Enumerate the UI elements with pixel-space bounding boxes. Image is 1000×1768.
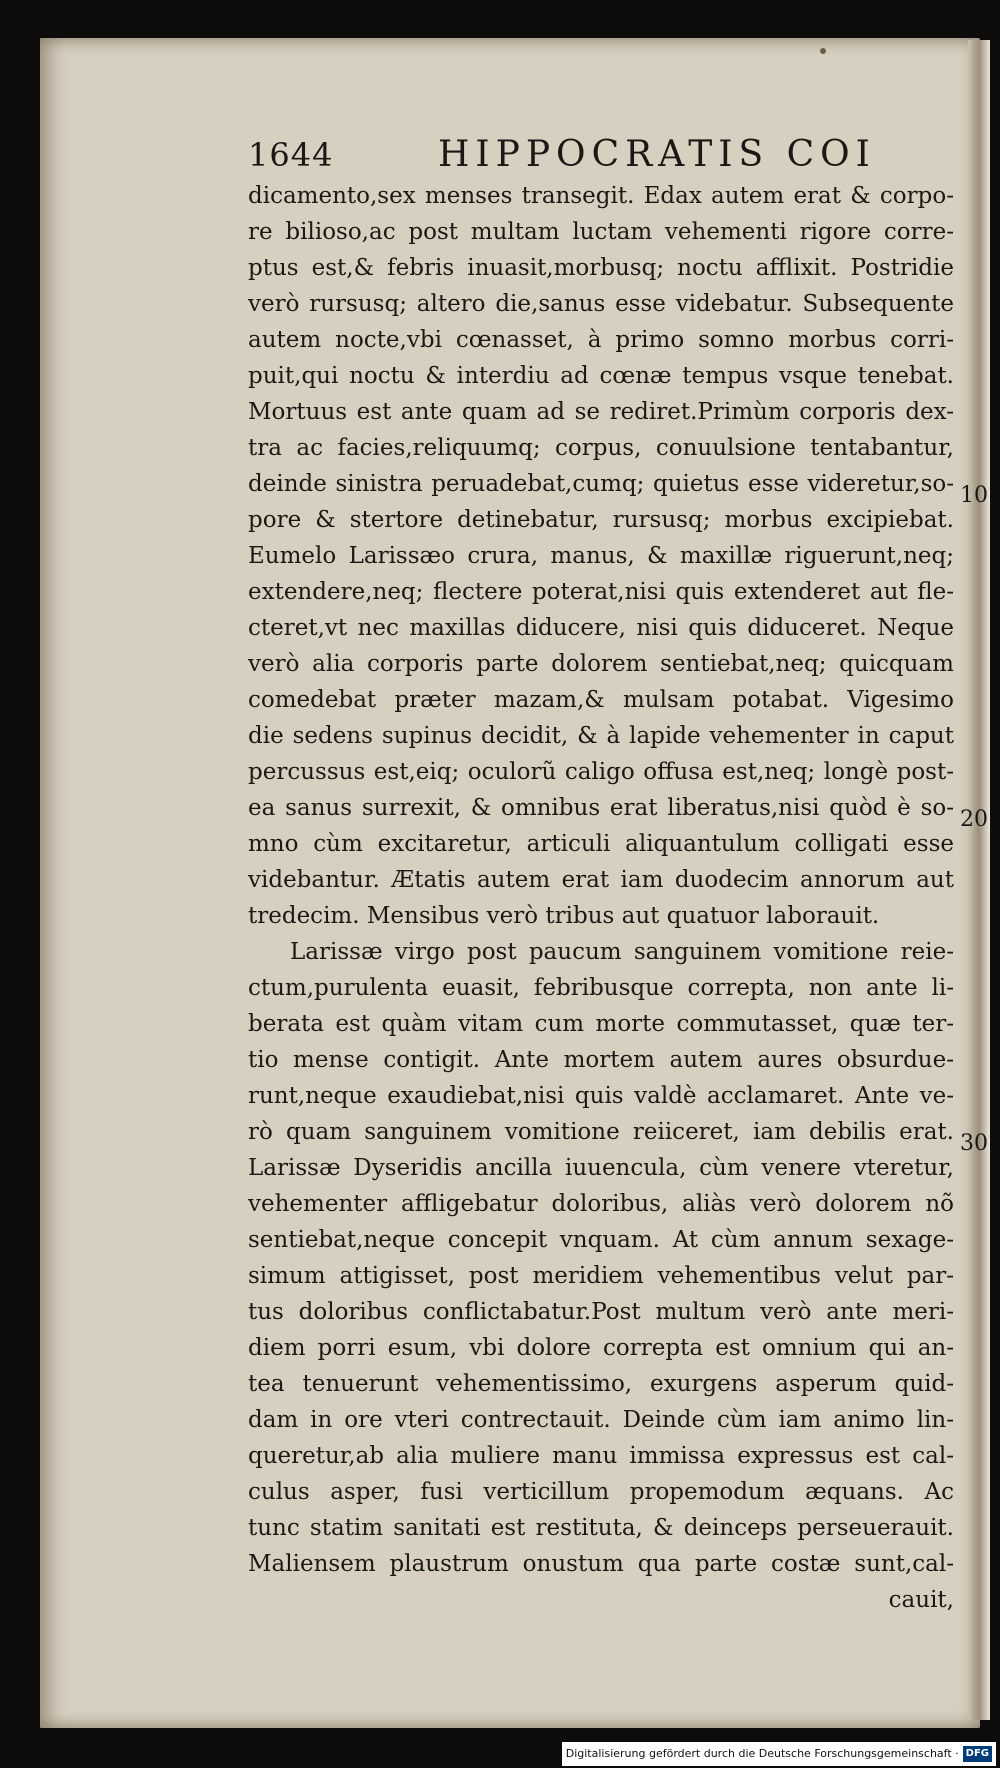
text-line: ptus est,& febris inuasit,morbusq; noctu afflixit. Postridie <box>248 255 954 281</box>
text-line: tus doloribus conflictabatur.Post multum verò ante meri- <box>248 1299 954 1325</box>
page-right-edge <box>968 40 990 1720</box>
footer-credit: Digitalisierung gefördert durch die Deutsche Forschungsgemeinschaft · <box>565 1747 959 1760</box>
text-line: diem porri esum, vbi dolore correpta est omnium qui an- <box>248 1335 954 1361</box>
text-line: re bilioso,ac post multam luctam vehementi rigore corre- <box>248 219 954 245</box>
text-line: puit,qui noctu & interdiu ad cœnæ tempus vsque tenebat. <box>248 363 954 389</box>
text-line: extendere,neq; flectere poterat,nisi quis extenderet aut fle- <box>248 579 954 605</box>
text-line: rò quam sanguinem vomitione reiiceret, iam debilis erat. <box>248 1119 954 1145</box>
digitization-footer <box>562 1742 996 1766</box>
margin-line-number: 30 <box>960 1131 988 1156</box>
text-line: autem nocte,vbi cœnasset, à primo somno morbus corri- <box>248 327 954 353</box>
text-line: tea tenuerunt vehementissimo, exurgens asperum quid- <box>248 1371 954 1397</box>
text-line: Maliensem plaustrum onustum qua parte costæ sunt,cal- <box>248 1551 954 1577</box>
paper-fleck <box>820 48 826 54</box>
text-line: tredecim. Mensibus verò tribus aut quatuor laborauit. <box>248 903 880 929</box>
body-text <box>248 178 954 1618</box>
text-line: dam in ore vteri contrectauit. Deinde cùm iam animo lin- <box>248 1407 954 1433</box>
text-line: tio mense contigit. Ante mortem autem aures obsurdue- <box>248 1047 954 1073</box>
page-number: 1644 <box>248 136 334 174</box>
text-line: comedebat præter mazam,& mulsam potabat. Vigesimo <box>248 687 954 713</box>
margin-line-number: 10 <box>960 483 988 508</box>
text-line: cteret,vt nec maxillas diducere, nisi quis diduceret. Neque <box>248 615 954 641</box>
margin-line-number: 20 <box>960 807 988 832</box>
text-line: Eumelo Larissæo crura, manus, & maxillæ riguerunt,neq; <box>248 543 954 569</box>
text-line: Larissæ virgo post paucum sanguinem vomitione reie- <box>290 939 954 965</box>
text-line: pore & stertore detinebatur, rursusq; morbus excipiebat. <box>248 507 954 533</box>
text-line: deinde sinistra peruadebat,cumq; quietus esse videretur,so- <box>248 471 954 497</box>
running-title: HIPPOCRATIS COI <box>438 134 876 175</box>
text-line: berata est quàm vitam cum morte commutasset, quæ ter- <box>248 1011 954 1037</box>
text-line: tunc statim sanitati est restituta, & deinceps perseuerauit. <box>248 1515 954 1541</box>
text-line: ea sanus surrexit, & omnibus erat liberatus,nisi quòd è so- <box>248 795 954 821</box>
text-line: runt,neque exaudiebat,nisi quis valdè acclamaret. Ante ve- <box>248 1083 954 1109</box>
catchword: cauit, <box>888 1587 954 1613</box>
text-line: tra ac facies,reliquumq; corpus, conuulsione tentabantur, <box>248 435 954 461</box>
text-line: verò rursusq; altero die,sanus esse videbatur. Subsequente <box>248 291 954 317</box>
text-line: mno cùm excitaretur, articuli aliquantulum colligati esse <box>248 831 954 857</box>
text-line: culus asper, fusi verticillum propemodum æquans. Ac <box>248 1479 954 1505</box>
text-line: queretur,ab alia muliere manu immissa expressus est cal- <box>248 1443 954 1469</box>
text-line: ctum,purulenta euasit, febribusque correpta, non ante li- <box>248 975 954 1001</box>
text-line: simum attigisset, post meridiem vehementibus velut par- <box>248 1263 954 1289</box>
text-line: Larissæ Dyseridis ancilla iuuencula, cùm venere vteretur, <box>248 1155 954 1181</box>
text-line: dicamento,sex menses transegit. Edax autem erat & corpo- <box>248 183 954 209</box>
text-line: videbantur. Ætatis autem erat iam duodecim annorum aut <box>248 867 954 893</box>
text-line: verò alia corporis parte dolorem sentiebat,neq; quicquam <box>248 651 954 677</box>
dfg-logo: DFG <box>963 1746 992 1762</box>
text-line: sentiebat,neque concepit vnquam. At cùm annum sexage- <box>248 1227 954 1253</box>
text-line: vehementer affligebatur doloribus, aliàs verò dolorem nõ <box>248 1191 954 1217</box>
text-line: Mortuus est ante quam ad se rediret.Primùm corporis dex- <box>248 399 954 425</box>
text-line: percussus est,eiq; oculorũ caligo offusa est,neq; longè post- <box>248 759 954 785</box>
text-line: die sedens supinus decidit, & à lapide vehementer in caput <box>248 723 954 749</box>
